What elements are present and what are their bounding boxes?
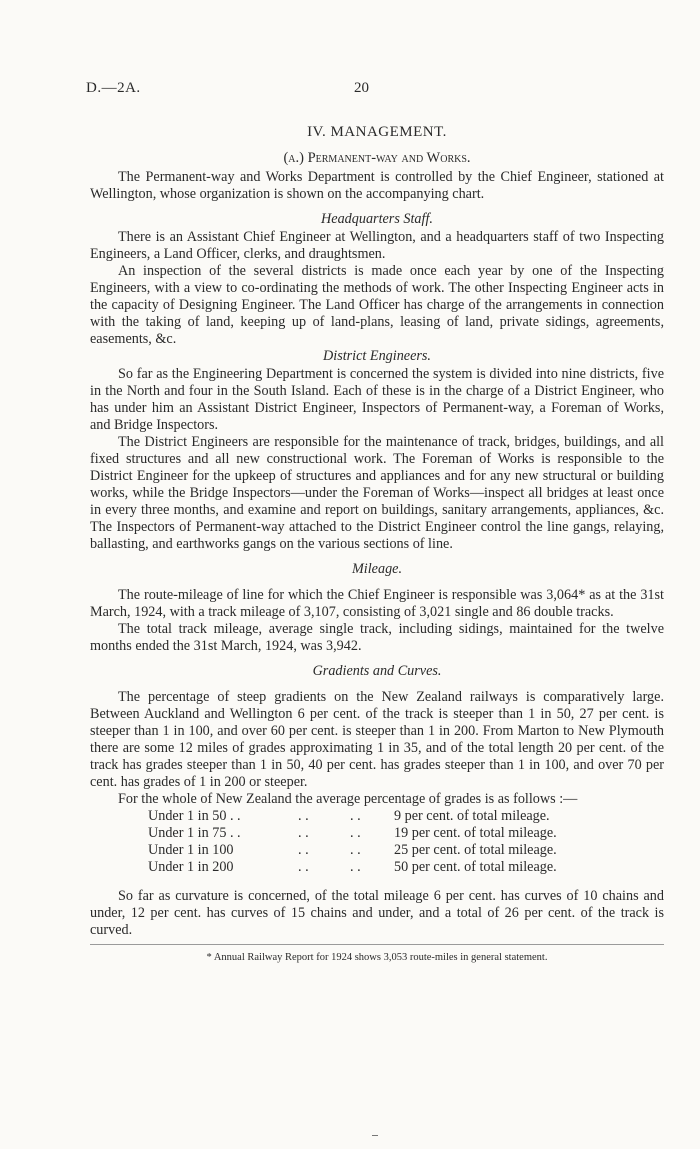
grade-leader: . .	[350, 825, 361, 841]
grade-leader: . .	[350, 859, 361, 875]
grade-leader: . .	[298, 825, 309, 841]
page-number: 20	[354, 80, 369, 96]
footnote: * Annual Railway Report for 1924 shows 3,053 route-miles in general statement.	[206, 952, 548, 963]
body-text	[90, 124, 664, 966]
section-heading: IV. MANAGEMENT.	[307, 124, 447, 140]
district-heading: District Engineers.	[323, 348, 431, 364]
headquarters-heading: Headquarters Staff.	[321, 211, 433, 227]
page-mark	[372, 1135, 378, 1136]
gradients-heading: Gradients and Curves.	[312, 663, 442, 679]
grade-row	[148, 842, 578, 859]
grade-leader: . .	[298, 859, 309, 875]
curvature-paragraph: So far as curvature is concerned, of the total mileage 6 per cent. has curves of 10 chains and under, 12 per cent. has curves of 15 chains and under, and a total of 26 per cent. of the track is curved.	[90, 888, 664, 938]
subsection-heading: (a.) Permanent-way and Works.	[283, 150, 471, 166]
mileage-paragraph-1: The route-mileage of line for which the Chief Engineer is responsible was 3,064* as at the 31st March, 1924, with a track mileage of 3,107, consisting of 3,021 single and 86 double tracks.	[90, 587, 664, 620]
grade-label: Under 1 in 200	[148, 859, 234, 875]
grade-leader: . .	[298, 842, 309, 858]
grade-row	[148, 859, 578, 876]
grades-table	[148, 808, 578, 876]
grade-label: Under 1 in 50 . .	[148, 808, 241, 824]
headquarters-paragraph-1: There is an Assistant Chief Engineer at Wellington, and a headquarters staff of two Inspecting Engineers, a Land Officer, clerks, and draughtsmen.	[90, 229, 664, 262]
grade-value: 25 per cent. of total mileage.	[394, 842, 557, 858]
grade-row	[148, 825, 578, 842]
grade-value: 9 per cent. of total mileage.	[394, 808, 550, 824]
headquarters-paragraph-2: An inspection of the several districts is made once each year by one of the Inspecting Engineers, with a view to co-ordinating the methods of work. The other Inspecting Engineer acts in the capacity of Designing Engineer. The Land Officer has charge of the arrangements in connection with the taking of land, keeping up of land-plans, leasing of land, private sidings, agreements, easements, &c.	[90, 263, 664, 347]
grade-row	[148, 808, 578, 825]
district-paragraph-2: The District Engineers are responsible for the maintenance of track, bridges, buildings, and all fixed structures and all new constructional work. The Foreman of Works is responsible to the District Engineer for the upkeep of structures and appliances and for any new structural or building works, while the Bridge Inspectors—under the Foreman of Works—inspect all bridges at least once in every three months, and examine and report on buildings, sanitary arrangements, appliances, &c. The Inspectors of Permanent-way attached to the District Engineer control the line gangs, relaying, ballasting, and earthworks gangs on the various sections of line.	[90, 434, 664, 552]
mileage-paragraph-2: The total track mileage, average single track, including sidings, maintained for the twelve months ended the 31st March, 1924, was 3,942.	[90, 621, 664, 654]
grade-label: Under 1 in 100	[148, 842, 234, 858]
grade-leader: . .	[350, 842, 361, 858]
grade-leader: . .	[298, 808, 309, 824]
footnote-divider	[90, 944, 664, 945]
gradients-paragraph-1: The percentage of steep gradients on the New Zealand railways is comparatively large. Between Auckland and Wellington 6 per cent. of the track is steeper than 1 in 50, 27 per cent. is steeper than 1 in 100, and over 60 per cent. is steeper than 1 in 200. From Marton to New Plymouth there are some 12 miles of grades approximating 1 in 35, and of the total length 20 per cent. of the track has grades steeper than 1 in 50, 40 per cent. has grades steeper than 1 in 100, and over 70 per cent. has grades of 1 in 200 or steeper.	[90, 689, 664, 790]
intro-paragraph: The Permanent-way and Works Department is controlled by the Chief Engineer, stationed at Wellington, whose organization is shown on the accompanying chart.	[90, 169, 664, 202]
gradients-paragraph-2: For the whole of New Zealand the average percentage of grades is as follows :—	[118, 791, 578, 807]
grade-value: 19 per cent. of total mileage.	[394, 825, 557, 841]
grade-leader: . .	[350, 808, 361, 824]
district-paragraph-1: So far as the Engineering Department is concerned the system is divided into nine districts, five in the North and four in the South Island. Each of these is in the charge of a District Engineer, who has under him an Assistant District Engineer, Inspectors of Permanent-way, a Foreman of Works, and Bridge Inspectors.	[90, 366, 664, 433]
grade-label: Under 1 in 75 . .	[148, 825, 241, 841]
grade-value: 50 per cent. of total mileage.	[394, 859, 557, 875]
document-code: D.—2A.	[86, 80, 141, 96]
mileage-heading: Mileage.	[351, 561, 403, 577]
